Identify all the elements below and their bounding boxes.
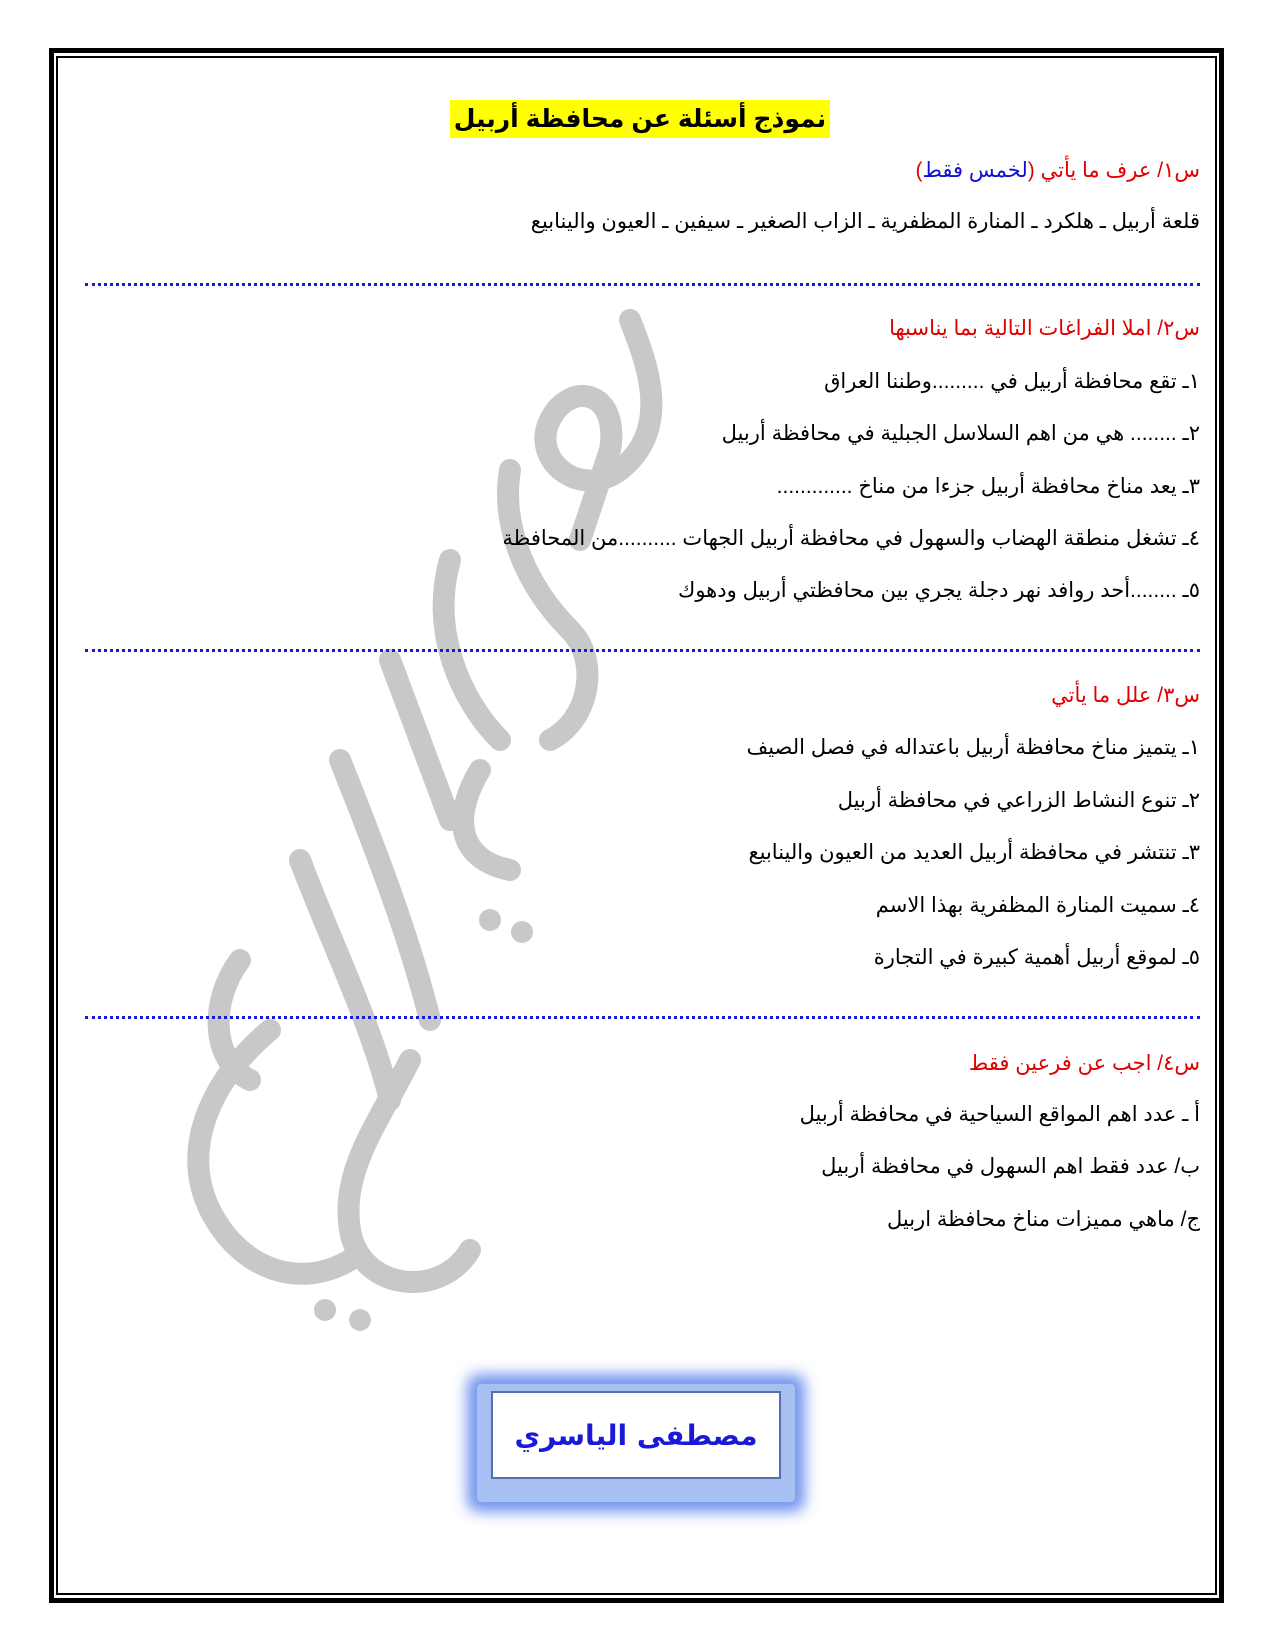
q2-item-3: ٣ـ يعد مناخ محافظة أربيل جزءا من مناخ ............. — [776, 475, 1200, 498]
q4-item-b: ب/ عدد فقط اهم السهول في محافظة أربيل — [821, 1155, 1200, 1178]
signature-box — [491, 1391, 781, 1479]
q3-heading: س٣/ علل ما يأتي — [1051, 684, 1200, 707]
q4-item-c: ج/ ماهي مميزات مناخ محافظة اربيل — [886, 1208, 1200, 1231]
worksheet-title: نموذج أسئلة عن محافظة أربيل — [450, 100, 830, 138]
q4-item-a: أ ـ عدد اهم المواقع السياحية في محافظة أربيل — [799, 1103, 1200, 1126]
q2-heading: س٢/ املا الفراغات التالية بما يناسبها — [889, 317, 1200, 340]
q2-item-1: ١ـ تقع محافظة أربيل في .........وطننا العراق — [824, 370, 1200, 393]
q1-heading — [100, 156, 1200, 186]
q2-item-4: ٤ـ تشغل منطقة الهضاب والسهول في محافظة أربيل الجهات ..........من المحافظة — [502, 527, 1200, 550]
page-border-inner — [56, 56, 1217, 1595]
q1-close-paren: ) — [915, 159, 923, 182]
q1-note: لخمس فقط — [922, 159, 1028, 182]
q3-item-3: ٣ـ تنتشر في محافظة أربيل العديد من العيون والينابيع — [748, 841, 1200, 864]
divider-3 — [85, 1016, 1200, 1019]
q1-heading-text: س١/ عرف ما يأتي ( — [1027, 159, 1200, 182]
q2-item-5: ٥ـ ........أحد روافد نهر دجلة يجري بين محافظتي أربيل ودهوك — [678, 579, 1200, 602]
q1-terms: قلعة أربيل ـ هلكرد ـ المنارة المظفرية ـ الزاب الصغير ـ سيفين ـ العيون والينابيع — [530, 210, 1200, 233]
q3-item-2: ٢ـ تنوع النشاط الزراعي في محافظة أربيل — [837, 789, 1200, 812]
q4-heading: س٤/ اجب عن فرعين فقط — [968, 1052, 1200, 1075]
q3-item-5: ٥ـ لموقع أربيل أهمية كبيرة في التجارة — [873, 946, 1200, 969]
divider-2 — [85, 649, 1200, 652]
q3-item-1: ١ـ يتميز مناخ محافظة أربيل باعتداله في فصل الصيف — [746, 736, 1200, 759]
q3-item-4: ٤ـ سميت المنارة المظفرية بهذا الاسم — [875, 894, 1200, 917]
signature-text: مصطفى الياسري — [514, 1418, 758, 1452]
divider-1 — [85, 283, 1200, 286]
q2-item-2: ٢ـ ........ هي من اهم السلاسل الجبلية في محافظة أربيل — [721, 422, 1200, 445]
